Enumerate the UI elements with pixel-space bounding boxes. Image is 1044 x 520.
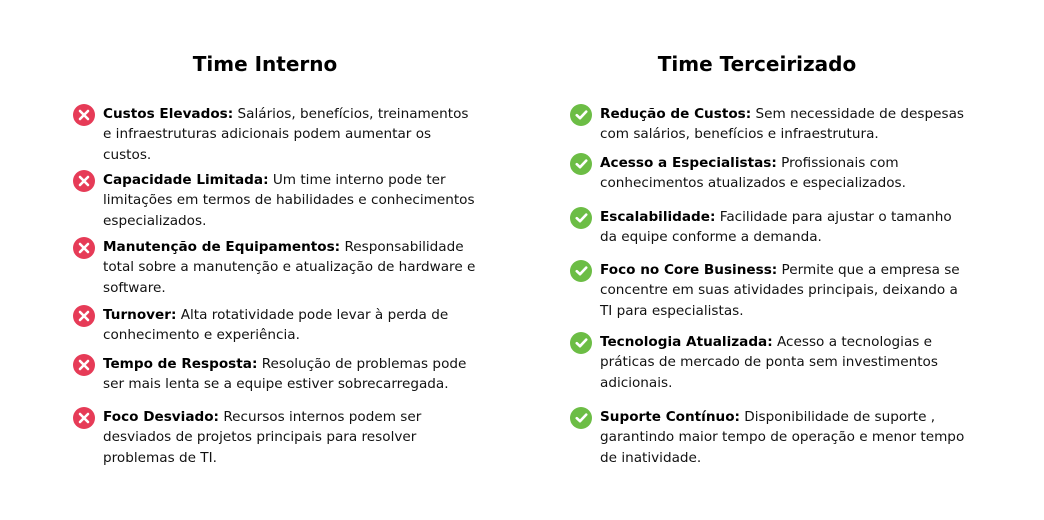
list-item-description: Disponibilidade de suporte , garantindo maior tempo de operação e menor tempo de inatividade.: [600, 409, 965, 466]
list-item-label: Escalabilidade:: [600, 209, 716, 225]
list-item-description: Um time interno pode ter limitações em termos de habilidades e conhecimentos especializados.: [103, 172, 475, 229]
x-circle-icon: [73, 170, 95, 192]
list-item-label: Suporte Contínuo:: [600, 409, 740, 425]
list-item: [73, 305, 483, 346]
list-item-description: Alta rotatividade pode levar à perda de conhecimento e experiência.: [103, 307, 449, 344]
list-item-description: Salários, benefícios, treinamentos e infraestruturas adicionais podem aumentar os custos.: [103, 106, 469, 163]
list-item: [73, 104, 483, 165]
list-item-text: [103, 237, 479, 298]
list-item: [570, 207, 970, 248]
list-item-description: Permite que a empresa se concentre em suas atividades principais, deixando a TI para especialistas.: [600, 262, 960, 319]
list-item-text: [600, 332, 968, 393]
list-item-label: Custos Elevados:: [103, 106, 234, 122]
check-circle-icon: [570, 153, 592, 175]
list-item-text: [103, 354, 479, 395]
x-circle-icon: [73, 305, 95, 327]
list-item-label: Foco Desviado:: [103, 409, 219, 425]
list-item-label: Turnover:: [103, 307, 177, 323]
list-item-description: Acesso a tecnologias e práticas de mercado de ponta sem investimentos adicionais.: [600, 334, 938, 391]
list-item-description: Profissionais com conhecimentos atualizados e especializados.: [600, 155, 906, 192]
list-item: [73, 170, 483, 231]
list-item-text: [600, 153, 968, 194]
list-item: [570, 260, 970, 321]
list-item-label: Manutenção de Equipamentos:: [103, 239, 341, 255]
list-item-label: Capacidade Limitada:: [103, 172, 269, 188]
list-item-text: [600, 104, 968, 145]
x-circle-icon: [73, 104, 95, 126]
list-item-description: Sem necessidade de despesas com salários, benefícios e infraestrutura.: [600, 106, 964, 143]
list-item-description: Resolução de problemas pode ser mais lenta se a equipe estiver sobrecarregada.: [103, 356, 467, 393]
list-item-label: Tecnologia Atualizada:: [600, 334, 773, 350]
check-circle-icon: [570, 260, 592, 282]
check-circle-icon: [570, 407, 592, 429]
list-item-label: Acesso a Especialistas:: [600, 155, 777, 171]
list-item-text: [103, 407, 479, 468]
list-item-description: Facilidade para ajustar o tamanho da equipe conforme a demanda.: [600, 209, 952, 246]
list-item-label: Redução de Custos:: [600, 106, 752, 122]
internal-team-title: Time Interno: [192, 52, 338, 76]
list-item-description: Recursos internos podem ser desviados de projetos principais para resolver problemas de TI.: [103, 409, 422, 466]
list-item: [570, 153, 970, 194]
list-item: [73, 407, 483, 468]
x-circle-icon: [73, 237, 95, 259]
list-item-text: [600, 207, 968, 248]
list-item-text: [103, 305, 479, 346]
list-item-text: [600, 260, 968, 321]
list-item-text: [600, 407, 968, 468]
x-circle-icon: [73, 407, 95, 429]
check-circle-icon: [570, 332, 592, 354]
list-item-text: [103, 104, 479, 165]
list-item: [73, 354, 483, 395]
list-item-label: Foco no Core Business:: [600, 262, 778, 278]
list-item: [570, 407, 970, 468]
list-item-description: Responsabilidade total sobre a manutenção e atualização de hardware e software.: [103, 239, 476, 296]
outsourced-team-title: Time Terceirizado: [657, 52, 857, 76]
x-circle-icon: [73, 354, 95, 376]
list-item-text: [103, 170, 479, 231]
list-item: [570, 104, 970, 145]
list-item: [570, 332, 970, 393]
list-item-label: Tempo de Resposta:: [103, 356, 258, 372]
list-item: [73, 237, 483, 298]
check-circle-icon: [570, 104, 592, 126]
check-circle-icon: [570, 207, 592, 229]
